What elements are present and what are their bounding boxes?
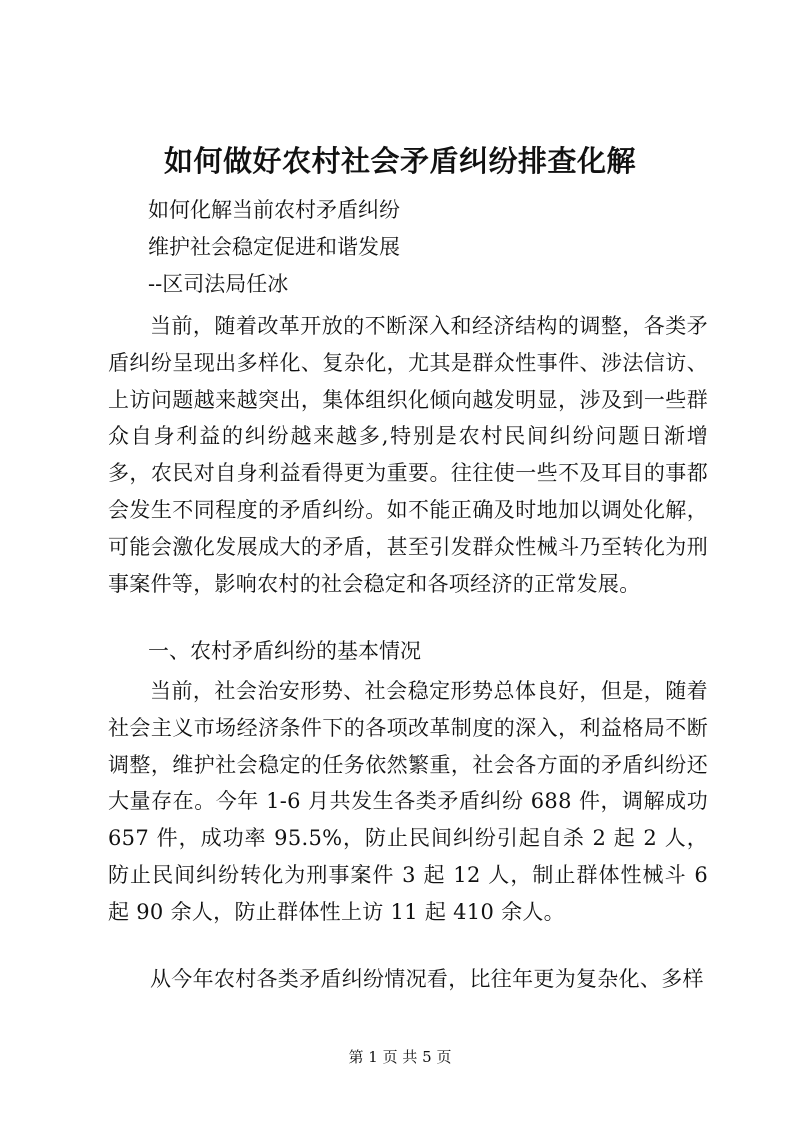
author-line: --区司法局任冰 — [148, 272, 289, 296]
subtitle-line-2: 维护社会稳定促进和谐发展 — [148, 235, 400, 259]
page-footer: 第 1 页 共 5 页 — [348, 1048, 452, 1066]
document-title: 如何做好农村社会矛盾纠纷排查化解 — [163, 144, 636, 178]
subtitle-line-1: 如何化解当前农村矛盾纠纷 — [148, 198, 400, 222]
section-heading-1: 一、农村矛盾纠纷的基本情况 — [148, 639, 421, 663]
body-paragraph-1: 当前，随着改革开放的不断深入和经济结构的调整，各类矛盾纠纷呈现出多样化、复杂化，尤其是群众性事件、涉法信访、上访问题越来越突出，集体组织化倾向越发明显，涉及到一些群众自身利益的纠纷越来越多,特别是农村民间纠纷问题日渐增多，农民对自身利益看得更为重要。往往使一些不及耳目的事都会发生不同程度的矛盾纠纷。如不能正确及时地加以调处化解，可能会激化发展成大的矛盾，甚至引发群众性械斗乃至转化为刑事案件等，影响农村的社会稳定和各项经济的正常发展。 — [108, 314, 708, 596]
body-paragraph-3: 从今年农村各类矛盾纠纷情况看，比往年更为复杂化、多样 — [150, 967, 704, 991]
body-paragraph-2: 当前，社会治安形势、社会稳定形势总体良好，但是，随着社会主义市场经济条件下的各项改革制度的深入，利益格局不断调整，维护社会稳定的任务依然繁重，社会各方面的矛盾纠纷还大量存在。今年 1-6 月共发生各类矛盾纠纷 688 件，调解成功 657 件，成功率 95.5%，防止民间纠纷引起自杀 2 起 2 人，防止民间纠纷转化为刑事案件 3 起 12 人，制止群体性械斗 6 起 90 余人，防止群体性上访 11 起 410 余人。 — [108, 679, 708, 924]
